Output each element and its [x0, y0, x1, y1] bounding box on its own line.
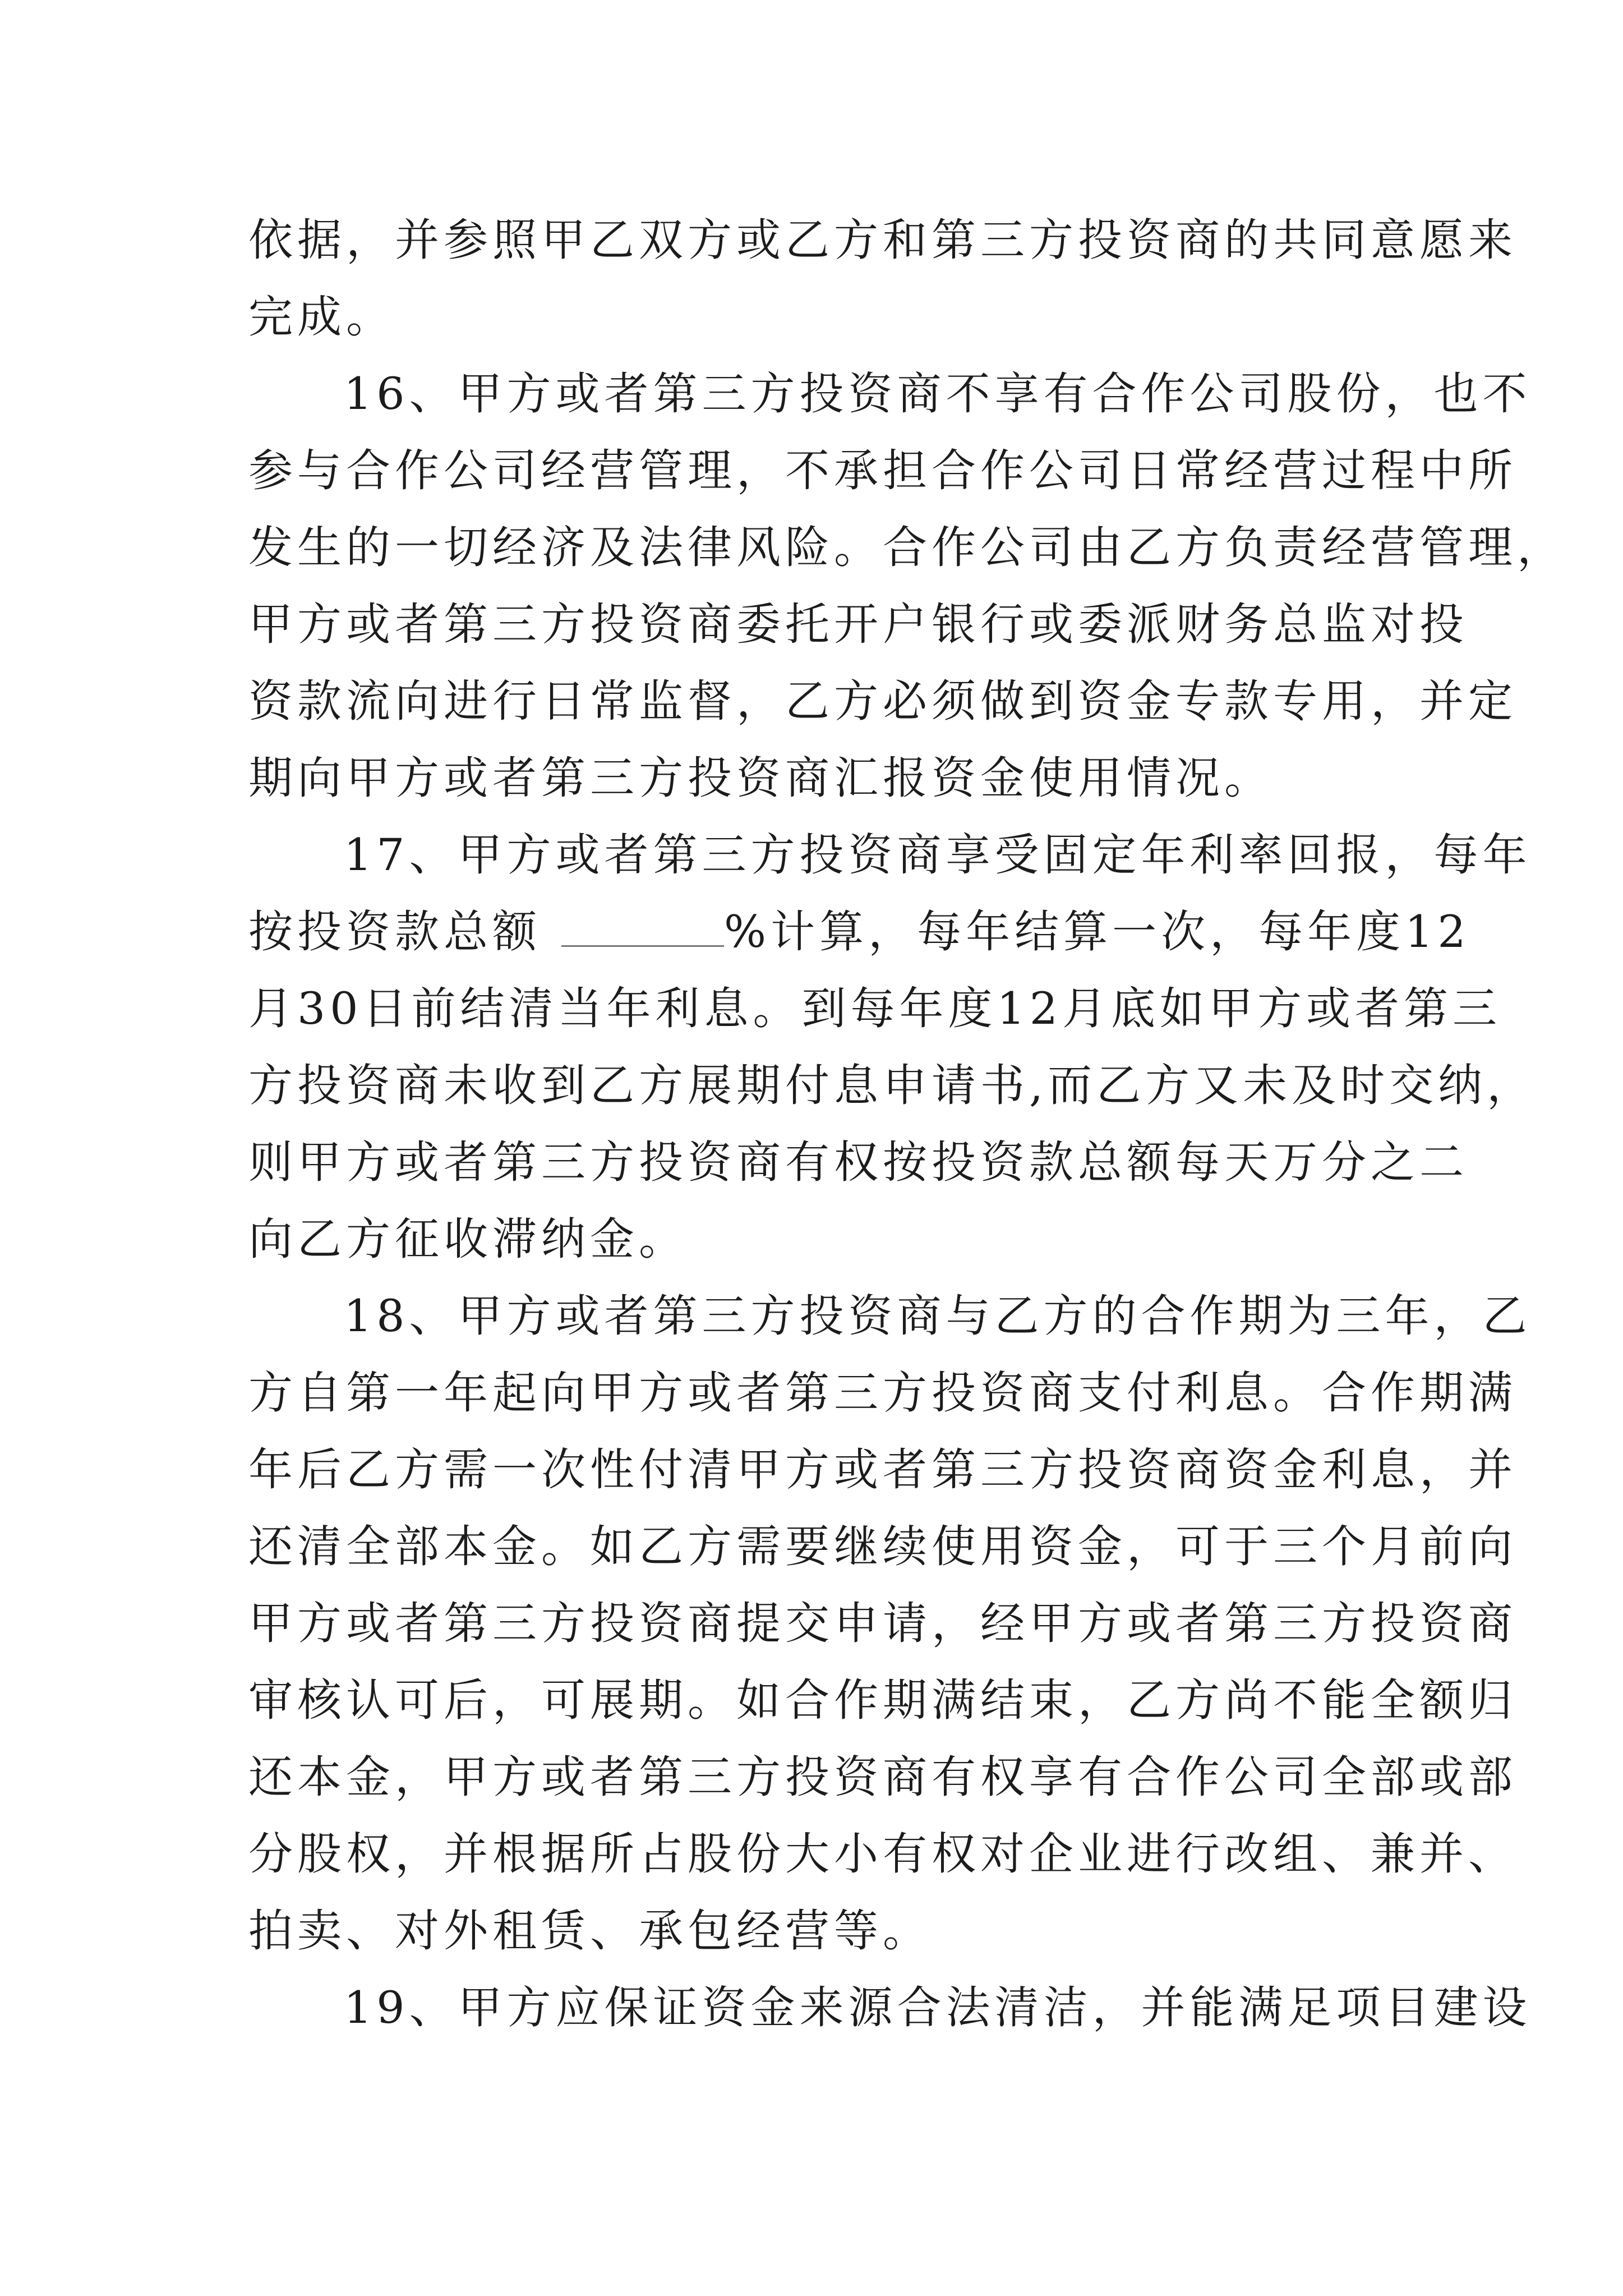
text-line-with-blank	[248, 894, 1470, 970]
text-line: 发生的一切经济及法律风险。合作公司由乙方负责经营管理，	[248, 522, 1566, 573]
text-line: 期向甲方或者第三方投资商汇报资金使用情况。	[248, 752, 1273, 804]
text-line: 分股权，并根据所占股份大小有权对企业进行改组、兼并、	[248, 1828, 1517, 1880]
contract-body	[248, 202, 1566, 2046]
text-line: 参与合作公司经营管理，不承担合作公司日常经营过程中所	[248, 445, 1517, 496]
text-line: 方投资商未收到乙方展期付息申请书,而乙方又未及时交纳，	[248, 1060, 1536, 1111]
text-line: 完成。	[248, 291, 395, 343]
text-segment: 按投资款总额	[248, 906, 541, 958]
text-line: 甲方或者第三方投资商提交申请，经甲方或者第三方投资商	[248, 1598, 1517, 1649]
text-line: 资款流向进行日常监督，乙方必须做到资金专款专用，并定	[248, 675, 1517, 727]
text-line: 还清全部本金。如乙方需要继续使用资金，可于三个月前向	[248, 1521, 1517, 1572]
text-line: 审核认可后，可展期。如合作期满结束，乙方尚不能全额归	[248, 1674, 1517, 1726]
clause-18-start: 18、甲方或者第三方投资商与乙方的合作期为三年，乙	[344, 1290, 1532, 1342]
text-line: 向乙方征收滞纳金。	[248, 1213, 688, 1265]
clause-19-start: 19、甲方应保证资金来源合法清洁，并能满足项目建设	[344, 1982, 1532, 2033]
text-segment: %计算，每年结算一次，每年度12	[724, 906, 1470, 958]
text-line: 还本金，甲方或者第三方投资商有权享有合作公司全部或部	[248, 1751, 1517, 1803]
text-line: 则甲方或者第三方投资商有权按投资款总额每天万分之二	[248, 1137, 1468, 1188]
clause-16-start: 16、甲方或者第三方投资商不享有合作公司股份，也不	[344, 368, 1532, 420]
text-line: 方自第一年起向甲方或者第三方投资商支付利息。合作期满	[248, 1367, 1517, 1419]
clause-17-start: 17、甲方或者第三方投资商享受固定年利率回报，每年	[344, 829, 1532, 881]
text-line: 依据，并参照甲乙双方或乙方和第三方投资商的共同意愿来	[248, 214, 1517, 266]
text-line: 月30日前结清当年利息。到每年度12月底如甲方或者第三	[248, 983, 1502, 1034]
text-line: 年后乙方需一次性付清甲方或者第三方投资商资金利息，并	[248, 1444, 1517, 1496]
text-line: 甲方或者第三方投资商委托开户银行或委派财务总监对投	[248, 599, 1468, 650]
text-line: 拍卖、对外租赁、承包经营等。	[248, 1905, 932, 1957]
rate-blank-field	[561, 912, 724, 947]
